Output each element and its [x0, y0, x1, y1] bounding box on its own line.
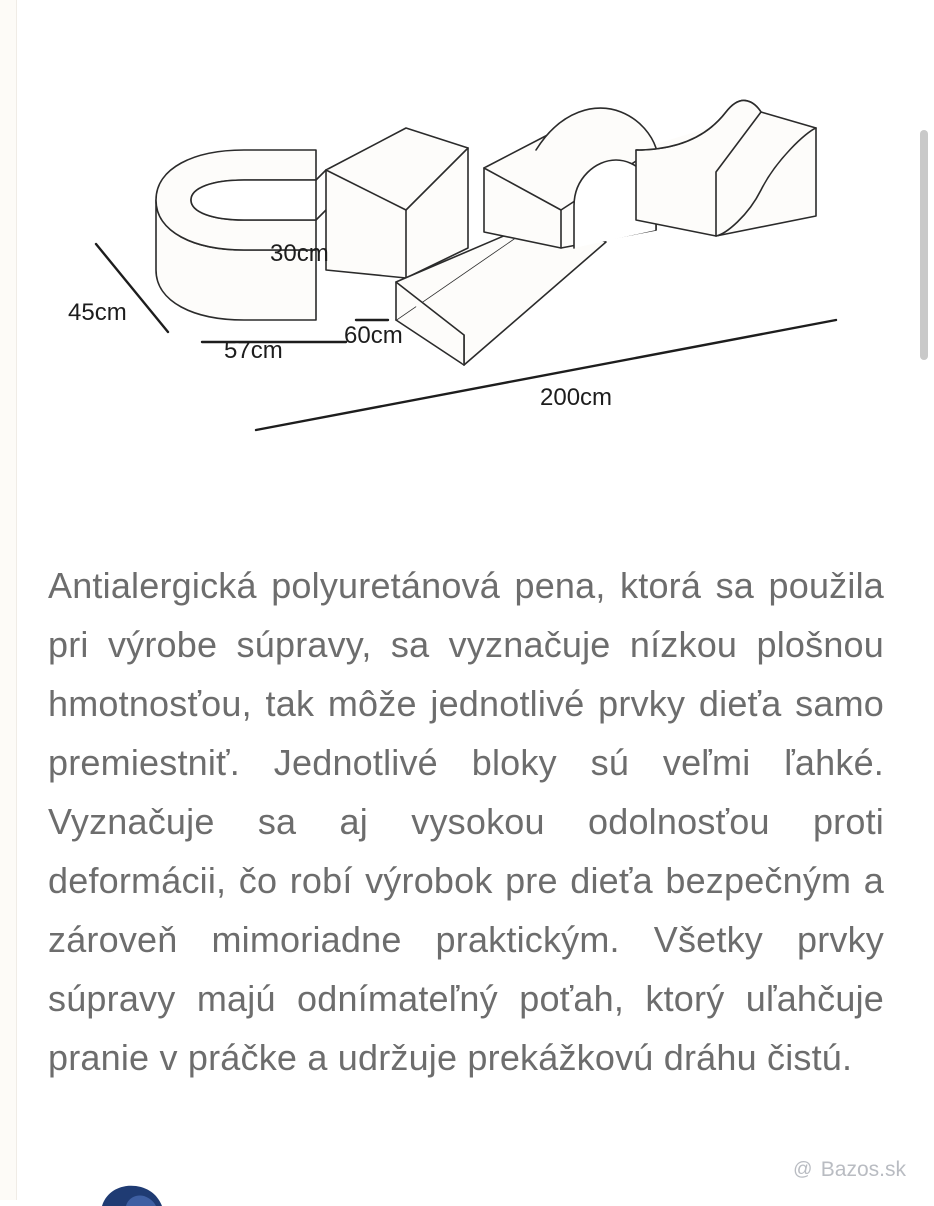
- scrollbar-thumb[interactable]: [920, 130, 928, 360]
- watermark-at-icon: @: [793, 1159, 813, 1180]
- label-57cm: 57cm: [224, 337, 283, 364]
- page-left-edge: [0, 0, 17, 1200]
- label-60cm: 60cm: [344, 322, 403, 349]
- label-200cm: 200cm: [540, 384, 613, 411]
- product-description-paragraph: Antialergická polyuretánová pena, ktorá sa použila pri výrobe súpravy, sa vyznačuje nízkou plošnou hmotnosťou, tak môže jednotlivé prvky dieťa samo premiestniť. Jednotlivé bloky sú veľmi ľahké. Vyznačuje sa aj vysokou odolnosťou proti deformácii, čo robí výrobok pre dieťa bezpečným a zároveň mimoriadne praktickým. Všetky prvky súpravy majú odnímateľný poťah, ktorý uľahčuje pranie v práčke a udržuje prekážkovú dráhu čistú.: [48, 565, 884, 1078]
- watermark-text: Bazos.sk: [820, 1158, 906, 1181]
- label-30cm: 30cm: [270, 240, 329, 267]
- partial-image-bottom-left: [96, 1180, 182, 1206]
- watermark: [792, 1158, 906, 1182]
- product-dimensions-diagram: [16, 20, 906, 500]
- label-45cm: 45cm: [68, 299, 127, 326]
